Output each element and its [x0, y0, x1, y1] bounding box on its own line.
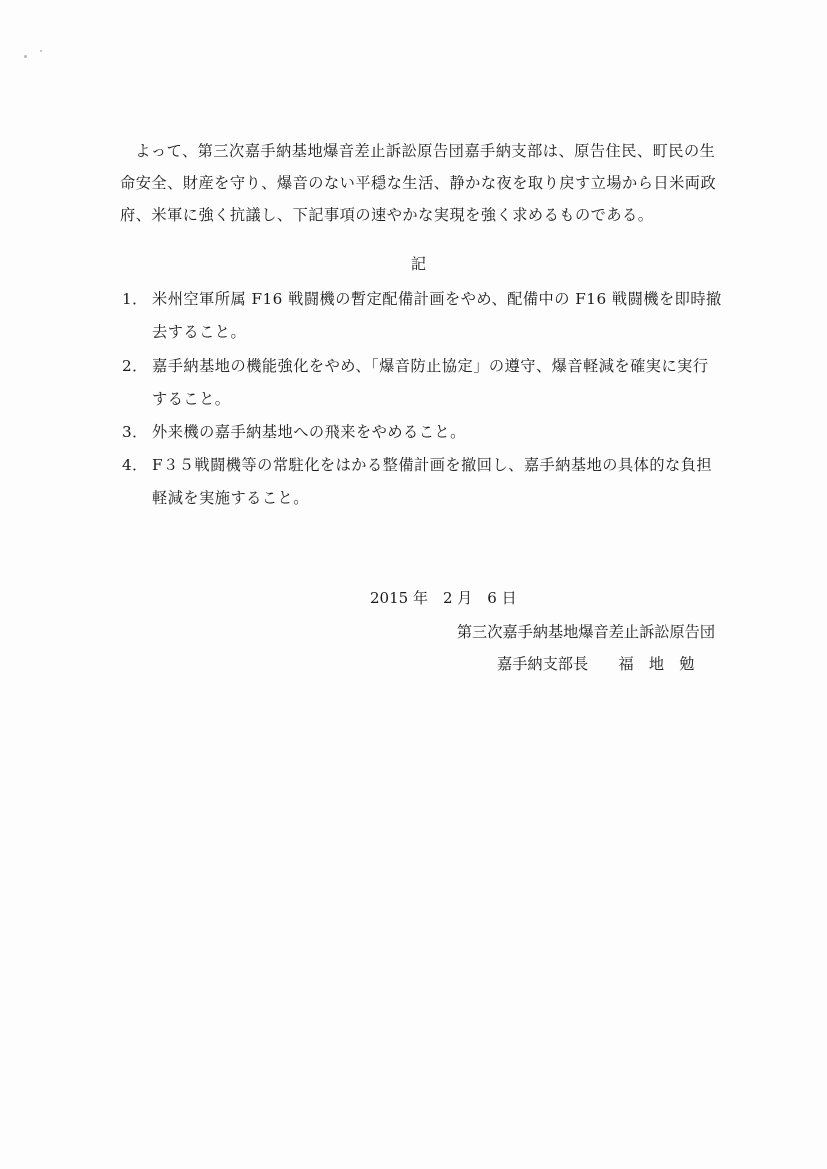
signer-line: [497, 652, 694, 676]
list-item: [122, 350, 722, 416]
scan-speck: [40, 50, 42, 52]
signer-name: 福 地 勉: [618, 655, 695, 673]
list-item-text: F３５戦闘機等の常駐化をはかる整備計画を撤回し、嘉手納基地の具体的な負担軽減を実施すること。: [152, 456, 713, 507]
list-item-text: 米州空軍所属 F16 戦闘機の暫定配備計画をやめ、配備中の F16 戦闘機を即時撤去すること。: [152, 290, 722, 341]
list-item-text: 外来機の嘉手納基地への飛来をやめること。: [152, 423, 466, 441]
list-item: [122, 416, 722, 449]
list-item: [122, 449, 722, 515]
list-item-number: 1．: [122, 290, 148, 308]
list-item: [122, 283, 722, 349]
scan-speck: [24, 55, 27, 58]
section-heading: 記: [410, 255, 427, 273]
organization-name: 第三次嘉手納基地爆音差止訴訟原告団: [456, 623, 715, 641]
list-item-number: 2．: [122, 357, 148, 375]
document-date: 2015 年 2 月 6 日: [370, 589, 517, 607]
signer-gap: [588, 655, 618, 673]
list-item-number: 3．: [122, 423, 148, 441]
intro-paragraph: よって、第三次嘉手納基地爆音差止訴訟原告団嘉手納支部は、原告住民、町民の生命安全、財産を守り、爆音のない平穏な生活、静かな夜を取り戻す立場から日米両政府、米軍に強く抗議し、下記事項の速やかな実現を強く求めるものである。: [120, 142, 717, 224]
list-item-number: 4．: [122, 456, 148, 474]
list-item-text: 嘉手納基地の機能強化をやめ、「爆音防止協定」の遵守、爆音軽減を確実に実行すること。: [152, 357, 709, 408]
signer-title: 嘉手納支部長: [497, 655, 589, 673]
